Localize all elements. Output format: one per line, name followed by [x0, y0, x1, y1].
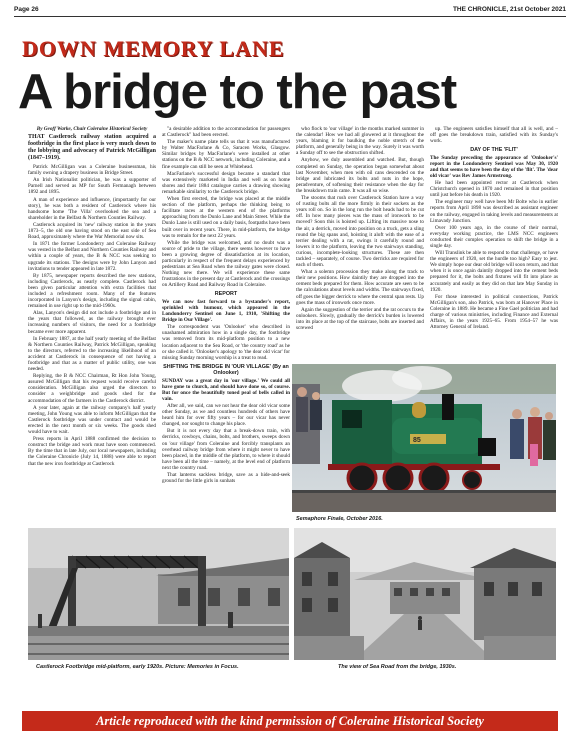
paragraph: Will Translink be able to respond to that challenge, or have the engineers of 1920, set the hurdle too high? Easy to jest. We simply hope our dear old bridge will soon return, and that when it is once again daintily dropped into the cement beds prepared for it, the bolts and fixtures will fit into place as accurately and easily as they did on that late May Sunday in 1920. [430, 250, 558, 293]
footbridge-photo [28, 528, 289, 660]
svg-text:85: 85 [413, 437, 421, 444]
steam-locomotive-illustration [292, 364, 556, 512]
paragraph: Anyhow, we duly assembled and watched. But, though completed on Sunday, the operation began somewhat about last November, when men with oil cans descended on the bridge and lubricated its bolts and nuts in the hope, peradventure, of softening their resistance when the day for the breakdown train came. It was all so wise. [296, 157, 424, 194]
paragraph: While the bridge was welcomed, and no doubt was a source of pride to the village, there seems however to have been a growing degree of dissatisfaction at its location, particularly in respect of the frequent delays experienced by pedestrians at Sea Road when the railway gates were closed. Nothing new there. We will experience these same frustrations in the present day at Castlerock and the crossings on Artillery Road and Railway Road in Coleraine. [162, 239, 290, 289]
paragraph: up. The engineers satisfies himself that all is well, and – off goes the breakdown train, satisfied with its Sunday's work. [430, 126, 558, 145]
paragraph: An Irish Nationalist politician, he was a supporter of Parnell and served as MP for South Fermanagh between 1892 and 1895. [28, 177, 156, 196]
article-column-4 [430, 126, 558, 362]
article-column-2 [162, 126, 290, 485]
section-kicker: DOWN MEMORY LANE [22, 38, 352, 60]
paragraph: That lanterns sackless bridge, save as a hide-and-seek ground for the little girls in sunhats [162, 472, 290, 485]
paragraph: What a solemn procession they make along the track to their new positions. How daintily they are dropped into the cement beds prepared for them. How accurate are seen to be the calculations about levels and widths. The stairways fixed, off goes the bigger derrick to where the central span rests. Up goes the mass of ironwork once more. [296, 269, 424, 306]
paragraph: MacFarlane's successful design became a standard that was extensively marketed in India and well as on home shores and their 1884 catalogue carries a drawing showing remarkable similarity to the Castlerock bridge. [162, 170, 290, 195]
paragraph: A year later, again at the railway company's half yearly meeting, John Young was able to inform McGilligan that the Castlerock footbridge was under contract and would be erected in the next month or six weeks. The goods shed would have to wait. [28, 404, 156, 436]
paragraph: Castlerock acquired its 'new' railway station in the years 1873–5, the old one having stood on the east side of Sea Road, approximately where the War Memorial now sits. [28, 221, 156, 241]
flit-intro: The Sunday preceding the appearance of 'Onlooker's' report in the Londonderry Sentinel was May 30, 1920 and that seems to have been the day of the 'flit'. The 'dear old vicar' was Rev James Armstrong. [430, 154, 558, 179]
report-intro: We can now fast forward to a bystander's report, sprinkled with humour, which appeared in the Londonderry Sentinel on June 1, 1910, 'Shifting the Bridge in Our Village'. [162, 298, 290, 324]
subheading-shifting: SHIFTING THE BRIDGE IN 'OUR VILLAGE' (By an Onlooker) [163, 363, 289, 377]
caption-footbridge: Castlerock Footbridge mid-platform, early 1920s. Picture: Memories in Focus. [36, 664, 239, 670]
paragraph: Press reports in April 1888 confirmed the decision to construct the bridge and work must have soon commenced. By the time that in late July, our local newspapers, including the Coleraine Chronicle (July 14, 1888) were able to report that the new iron footbridge at Castlerock [28, 436, 156, 467]
publication-date: THE CHRONICLE, 21st October 2021 [452, 6, 566, 13]
subheading-day-of-flit: DAY OF THE 'FLIT' [470, 147, 518, 154]
page-number: Page 26 [14, 6, 39, 13]
paragraph: The maker's name plate tells us that it was manufactured by Walter MacFarlane & Co, Saracen Works, Glasgow. Similar bridges by MacFarlane's were installed at other stations on the B & NCC network, including Coleraine, and a fine example can still be seen at Whitehead. [162, 139, 290, 170]
page-header [14, 6, 566, 17]
paragraph: who flock to 'our village' in the months marked summer in the calendar! How we had all glowered at it throughout the years, blaming it for baulking the noble stretch of the platform, and generally being in the way. Surely it was worth a Sunday off to see the obstruction shifted. [296, 126, 424, 157]
paragraph: Patrick McGilligan was a Coleraine businessman, his family owning a drapery business in Bridge Street. [28, 164, 156, 177]
paragraph: In 1871 the former Londonderry and Coleraine Railway was vested in the Belfast and Northern Counties Railway and within a couple of years, the B & NCC was seeking to upgrade its stations. The designs were by John Lanyon and invitations to tender appeared in late 1872. [28, 241, 156, 272]
byline: By Geoff Warke, Chair Coleraine Historical Society [36, 126, 148, 132]
credit-banner: Article reproduced with the kind permission of Coleraine Historical Society [22, 711, 558, 731]
caption-sea-road: The view of Sea Road from the bridge, 1930s. [338, 664, 457, 670]
paragraph: Over 100 years ago, in the course of their normal, everyday working practice, the LMS NCC engineers conducted their complex operation to shift the bridge in a single day. [430, 224, 558, 249]
paragraph: A man of experience and influence, (importantly for our story), he was both a resident of Castlerock where his handsome home 'The Villa' overlooked the sea and a shareholder in the Belfast & Northern Counties Railway. [28, 196, 156, 221]
paragraph: By 1875, newspaper reports described the new stations, including Castlerock, as nearly complete. Castlerock had been given particular attention with extra facilities that included a refreshment room. Many of the features incorporated in Lanyon's design, including the signal cabin, remained in use right up to the mid-1960s. [28, 272, 156, 310]
sea-road-photo [294, 528, 556, 660]
paragraph: "a desirable addition to the accommodation for passengers at Castlerock" had been erected. [162, 126, 290, 139]
subheading-report: REPORT [214, 291, 238, 298]
sea-road-illustration [294, 528, 556, 660]
shifting-intro: SUNDAY was a great day in 'our village.' We could all have gone to church, and should have done so, of course. But for once the beautifully toned peal of bells called in vain. [162, 377, 290, 402]
paragraph: But it is not every day that a break-down train, with derricks, cowboys, chains, bolts, and brothers, sweeps down on 'our village' from Coleraine and forcibly transplants an overhead railway bridge from where it might never to have been placed, in the middle of the platform, to where it should have been all the time – namely, at the level end of platform next the country road. [162, 428, 290, 471]
paragraph: In February 1887, at the half yearly meeting of the Belfast & Northern Counties Railway, Patrick McGilligan, speaking to the directors, referred to the increasing likelihood of an accident at Castlerock in consequence of not having a footbridge and that as a matter of public utility, one was needed. [28, 335, 156, 373]
paragraph: Alas, Lanyon's design did not include a footbridge and in the years that followed, as the railway brought ever increasing numbers of visitors, the need for a footbridge became ever more apparent. [28, 310, 156, 335]
paragraph: The engineer may well have been Mr Bolte who in earlier reports from April 1898 was described as assistant engineer on the railway, engaged in taking levels and measurements at Limavady Junction. [430, 199, 558, 224]
paragraph: He had been appointed rector at Castlerock when Christchurch opened in 1870 and remained in that position until just before his death in 1920. [430, 180, 558, 199]
article-column-1 [28, 126, 156, 556]
lead-paragraph: THAT Castlerock railway station acquired a footbridge in the first place is very much down to the lobbying and advocacy of Patrick McGilligan (1847–1919). [28, 134, 156, 162]
caption-semaphore: Semaphore Finale, October 2016. [296, 516, 383, 522]
paragraph: The correspondent was 'Onlooker' who described in unashamed admiration how in a single day, the footbridge was removed from its mid-platform position to a new location adjacent to the Sea Road, or 'the country road' as he or she called it. 'Onlooker's apology to 'the dear old vicar' for missing Sunday morning worship is a treat to read. [162, 324, 290, 361]
footbridge-illustration [28, 528, 289, 660]
steam-locomotive-photo [292, 364, 556, 512]
paragraph: When first erected, the bridge was placed at the middle section of the platform, perhaps the thinking being to facilitate races at the western end of the platforms approaching from the Dunlo Lane and Main Street. While the Dunlo Lane is still used on a daily basis, footpaths have been built over in recent years. There, in mid-platform, the bridge was to remain for the next 22 years. [162, 196, 290, 239]
paragraph: Again the suggestion of the terrier and the rat occurs to the onlookers. Slowly, gradually the derrick's burden is lowered into its place at the top of the staircase, bolts are inserted and screwed [296, 306, 424, 331]
paragraph: The stooms that rush over Castlerock Station have a way of rusting bolts all the more firmly in their sockets as the years roll on. So in the long run the bolt heads had to be cut off. In how many pieces was the mass of ironwork to be moved? Soon this is hoisted up. Lifting its massive nose to the air, a derrick, moved into position on a truck, gets a sling round the big spans and, hoisting it aloft with the ease of a terrier dealing with a rat, swings it carefully round and lowers it to the platform, leaving the two stairways standing, curious, incomplete-looking structures. These are then tackled – separately, of course. Two derricks are required for each of them. [296, 195, 424, 269]
paragraph: Replying, the B & NCC Chairman, Rt Hon John Young, assured McGilligan that his request would receive careful consideration. McGilligan also urged the directors to consider a weighbridge and goods shed for the accommodation of the farmers in the Castlerock district. [28, 373, 156, 404]
page-title: A bridge to the past [18, 65, 457, 119]
paragraph: For those interested in political connections, Patrick McGilligan's son, also Patrick, was born at Hanover Place in Coleraine in 1889. He became a Fine Gael politician and had charge of various ministries, including Finance and External Affairs, in the years 1925–65. From 1954–57 he was Attorney General of Ireland. [430, 293, 558, 331]
paragraph: After all, we said, can we not hear the dear old vicar some other Sunday, as we and countless hundreds of others have heard him for over fifty years – for our vicar has never changed, nor sought to change his place. [162, 402, 290, 428]
article-column-3 [296, 126, 424, 362]
